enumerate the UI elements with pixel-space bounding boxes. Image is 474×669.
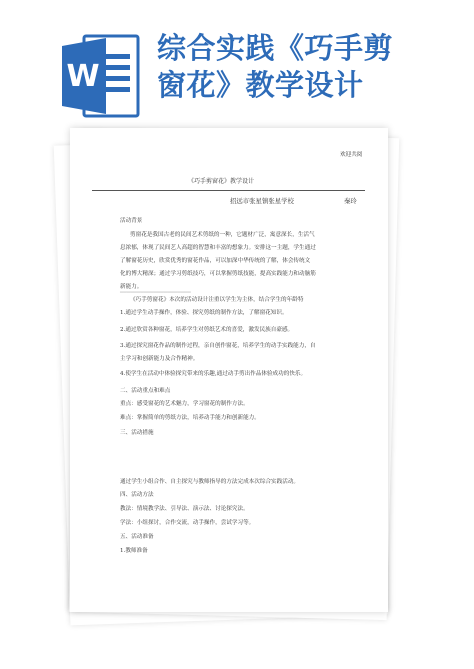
section-heading: 四、活动方法 [120, 492, 154, 498]
key-point-line: 重点：感受窗花的艺术魅力，学习窗花的制作方法。 [120, 401, 249, 407]
teach-method-line: 教法：情境教学法、引导法、演示法、讨论探究法。 [120, 506, 249, 512]
prep-line: 1.教师准备 [120, 548, 148, 554]
corner-note: 欢迎共阅 [340, 152, 363, 158]
section-heading: 二、活动重点和难点 [120, 388, 171, 394]
difficulty-line: 难点：掌握简单的剪纸方法，培养动手能力和创新能力。 [120, 415, 260, 421]
paragraph-line: 了解窗花历史，欣赏优秀的窗花作品，可以加深中华传统的了解，体会传统文 [120, 258, 311, 264]
document-title: 《巧手剪窗花》教学设计 [188, 178, 255, 185]
learn-method-line: 学法：小组探讨，合作交流，动手操作，尝试学习等。 [120, 520, 255, 526]
page-title-line-2: 窗花》教学设计 [157, 68, 364, 102]
overprinted-text-ghost: ━━━━━━━━━━━━━━━━━━━━━ [120, 290, 191, 296]
goal-line: 主学习和创新能力及合作精神。 [120, 356, 199, 362]
paragraph-line: 新能力。 [120, 284, 143, 290]
author-name: 秦玲 [344, 197, 357, 205]
document-header [0, 0, 474, 125]
document-page [70, 128, 388, 612]
svg-text:W: W [66, 59, 100, 94]
paragraph-line: 化的博大精深；通过学习剪纸技巧，可以掌握剪纸技能，提高实践能力和动脑筋 [120, 271, 316, 277]
title-rule [92, 190, 365, 191]
paragraph-line: 《巧手剪窗花》本次的活动设计注重以学生为主体，结合学生的年龄特 [130, 297, 304, 303]
goal-line: 3.通过探究窗花作品的制作过程，亲自创作窗花，培养学生的动手实践能力，自 [120, 343, 316, 349]
section-background-heading: 活动背景 [120, 218, 143, 224]
measures-line: 通过学生小组合作、自主探究与教师指导的方法完成本次综合实践活动。 [120, 479, 300, 485]
goal-line: 2.通过欣赏各种窗花，培养学生对剪纸艺术的喜爱，激发民族自豪感。 [120, 327, 294, 333]
word-document-icon [62, 34, 140, 118]
goal-line: 1.通过学生动手操作，体验、探究剪纸的制作方法，了解窗花知识。 [120, 310, 288, 316]
page-title-line-1: 综合实践《巧手剪 [157, 31, 394, 65]
goal-line: 4.使学生在活动中体验探究带来的乐趣,通过动手剪出作品体验成功的快乐。 [120, 371, 307, 377]
school-name: 招远市张星镇张星学校 [230, 197, 294, 205]
page-title [157, 30, 467, 104]
section-heading: 五、活动准备 [120, 534, 154, 540]
paragraph-line: 剪窗花是我国古老的民间艺术剪纸的一种，它题材广泛，寓意深长，生活气 [130, 232, 315, 238]
paragraph-line: 息浓郁，体现了民间艺人高超的智慧和丰富的想象力。安排这一主题，学生通过 [120, 245, 316, 251]
section-heading: 三、活动措施 [120, 430, 154, 436]
